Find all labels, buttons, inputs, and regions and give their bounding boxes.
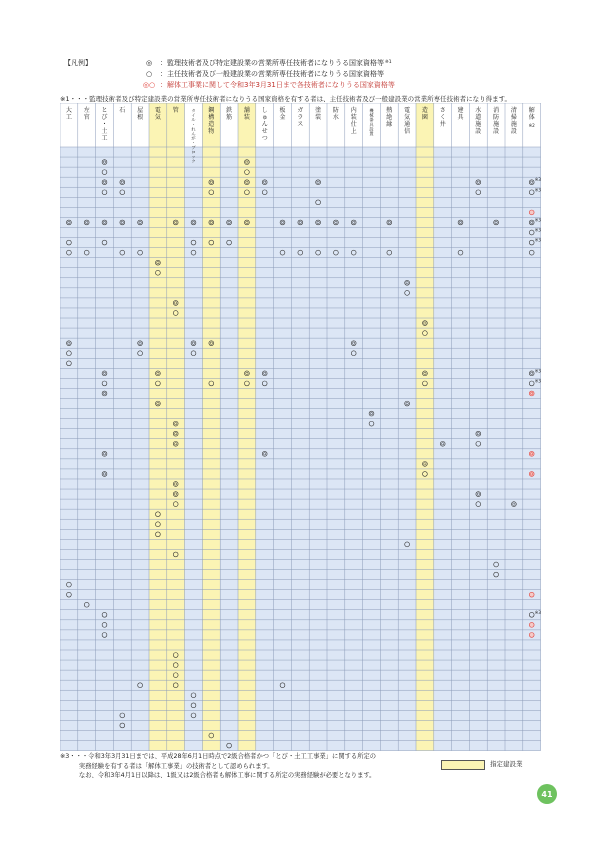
table-row [60, 298, 541, 308]
table-row [60, 348, 541, 358]
table-row [60, 207, 541, 217]
column-header-label: 屋根 [137, 107, 144, 121]
legend-item-1-sup: ※1 [385, 60, 392, 65]
table-row [60, 509, 541, 519]
footnote [60, 752, 376, 781]
table-row [60, 650, 541, 660]
table-row [60, 730, 541, 740]
table-row [60, 278, 541, 288]
column-header-label: 解体 [528, 107, 535, 121]
table-row [60, 318, 541, 328]
double-circle-mark [529, 391, 534, 396]
table-row [60, 479, 541, 489]
double-circle-mark [529, 451, 534, 456]
table-row [60, 710, 541, 720]
column-header-label: 造園 [421, 107, 428, 121]
qualification-table [60, 103, 541, 751]
designated-column [416, 103, 434, 751]
table-row [60, 358, 541, 368]
column-header-label: 鉄筋 [226, 107, 233, 121]
table-row [60, 157, 541, 167]
table-row [60, 227, 541, 237]
table-row [60, 559, 541, 569]
designated-column [238, 103, 256, 751]
column-header-label: とび・土工 [101, 107, 108, 142]
table-row [60, 630, 541, 640]
table-row [60, 620, 541, 630]
table-row [60, 570, 541, 580]
table-row [60, 197, 541, 207]
column-header-label: 消防施設 [493, 107, 500, 135]
column-header-label: 水道施設 [475, 107, 482, 135]
table-row [60, 308, 541, 318]
column-header-label: 防水 [332, 107, 339, 121]
table-row [60, 217, 541, 227]
table-row [60, 238, 541, 248]
legend-title: 【凡例】 [64, 59, 92, 67]
designated-legend-label: 指定建設業 [490, 760, 523, 768]
table-row [60, 177, 541, 187]
table-row [60, 268, 541, 278]
table-row [60, 549, 541, 559]
column-header-label: 左官 [83, 107, 90, 121]
mark-footnote-ref: ※3 [534, 609, 541, 615]
table-row [60, 248, 541, 258]
column-header-label: 電気通信 [404, 107, 411, 135]
table-row [60, 660, 541, 670]
table-row [60, 720, 541, 730]
table-row [60, 328, 541, 338]
table-row [60, 489, 541, 499]
footnote-line-1: ※3・・・令和3年3月31日までは、平成28年6月1日時点で2級合格者かつ「とび・土工工事業」に関する所定の [60, 753, 377, 760]
table-row [60, 670, 541, 680]
column-header-label: 石 [119, 107, 126, 114]
table-row [60, 147, 541, 157]
column-header-label: 板金 [279, 107, 286, 121]
table-row [60, 529, 541, 539]
qualification-grid [60, 103, 541, 751]
table-row [60, 741, 541, 751]
table-row [60, 399, 541, 409]
circle-mark [529, 592, 534, 597]
legend-double-circle-icon: ◎ [145, 59, 153, 67]
table-row [60, 690, 541, 700]
legend-circle-icon: ○ [145, 70, 153, 78]
footnote-line-2: 実務経験を有する者は「解体工事業」の技術者として認められます。 [60, 762, 274, 770]
table-row [60, 449, 541, 459]
footnote-line-3: なお、令和3年4月1日以降は、1級又は2級合格者も解体工事に関する所定の実務経験が必要となります。 [60, 772, 376, 779]
table-row [60, 167, 541, 177]
designated-column [167, 103, 185, 751]
column-header-label: 電気 [154, 107, 161, 121]
mark-footnote-ref: ※3 [534, 378, 541, 384]
column-header-label: 建具 [457, 107, 464, 121]
table-row [60, 419, 541, 429]
column-header-label: 清掃施設 [510, 107, 517, 135]
table-row [60, 439, 541, 449]
column-header-label: 塗装 [315, 107, 322, 121]
mark-footnote-ref: ※3 [534, 217, 541, 223]
mark-footnote-ref: ※3 [534, 368, 541, 374]
page-number-badge: 41 [537, 784, 557, 804]
note-1: ※1・・・監理技術者及び特定建設業の営業所専任技術者になりうる国家資格を有する者は、主任技術者及び一般建設業の営業所専任技術者になり得ます。 [60, 95, 512, 103]
table-row [60, 187, 541, 197]
legend-item-3: ：解体工事業に関して令和3年3月31日まで各技術者になりうる国家資格等 [160, 81, 395, 89]
table-row [60, 258, 541, 268]
table-row [60, 600, 541, 610]
table-row [60, 459, 541, 469]
table-row [60, 429, 541, 439]
table-row [60, 368, 541, 378]
table-row [60, 580, 541, 590]
legend-item-2: ：主任技術者及び一般建設業の営業所専任技術者になりうる国家資格等 [160, 70, 384, 78]
table-row [60, 388, 541, 398]
circle-mark [529, 210, 534, 215]
table-row [60, 499, 541, 509]
column-header-label: しゅんせつ [261, 107, 268, 142]
table-row [60, 288, 541, 298]
mark-footnote-ref: ※3 [534, 227, 541, 233]
mark-footnote-ref: ※3 [534, 187, 541, 193]
table-row [60, 700, 541, 710]
circle-mark [529, 622, 534, 627]
mark-footnote-ref: ※3 [534, 237, 541, 243]
table-row [60, 519, 541, 529]
circle-mark [529, 633, 534, 638]
table-row [60, 680, 541, 690]
column-header-label: 大工 [65, 107, 72, 121]
column-header-label: 機械器具設置 [369, 108, 374, 136]
legend-item-1-text: ：監理技術者及び特定建設業の営業所専任技術者になりうる国家資格等 [160, 59, 384, 67]
column-header-label: 内装仕上 [350, 107, 357, 135]
table-row [60, 539, 541, 549]
legend-red-circle-icon: ◎○ [142, 81, 156, 89]
designated-column [149, 103, 167, 751]
table-row [60, 409, 541, 419]
table-row [60, 469, 541, 479]
designated-column [202, 103, 220, 751]
table-row [60, 378, 541, 388]
table-row [60, 338, 541, 348]
table-row [60, 590, 541, 600]
column-header-label: 熱絶縁 [386, 107, 393, 128]
column-header-label: 鋼構造物 [208, 107, 215, 135]
legend-item-1 [160, 58, 392, 68]
column-header-label: 舗装 [243, 107, 250, 121]
column-header-label: ガラス [297, 107, 304, 128]
table-row [60, 610, 541, 620]
column-header-label: 管 [172, 107, 179, 114]
mark-footnote-ref: ※3 [534, 177, 541, 183]
column-header-label: タイル・れんが・ブロック [191, 108, 196, 164]
table-row [60, 640, 541, 650]
designated-legend-swatch [441, 760, 485, 770]
column-header-label: さく井 [439, 107, 446, 128]
column-header-sub: ※2 [528, 123, 535, 128]
double-circle-mark [529, 472, 534, 477]
